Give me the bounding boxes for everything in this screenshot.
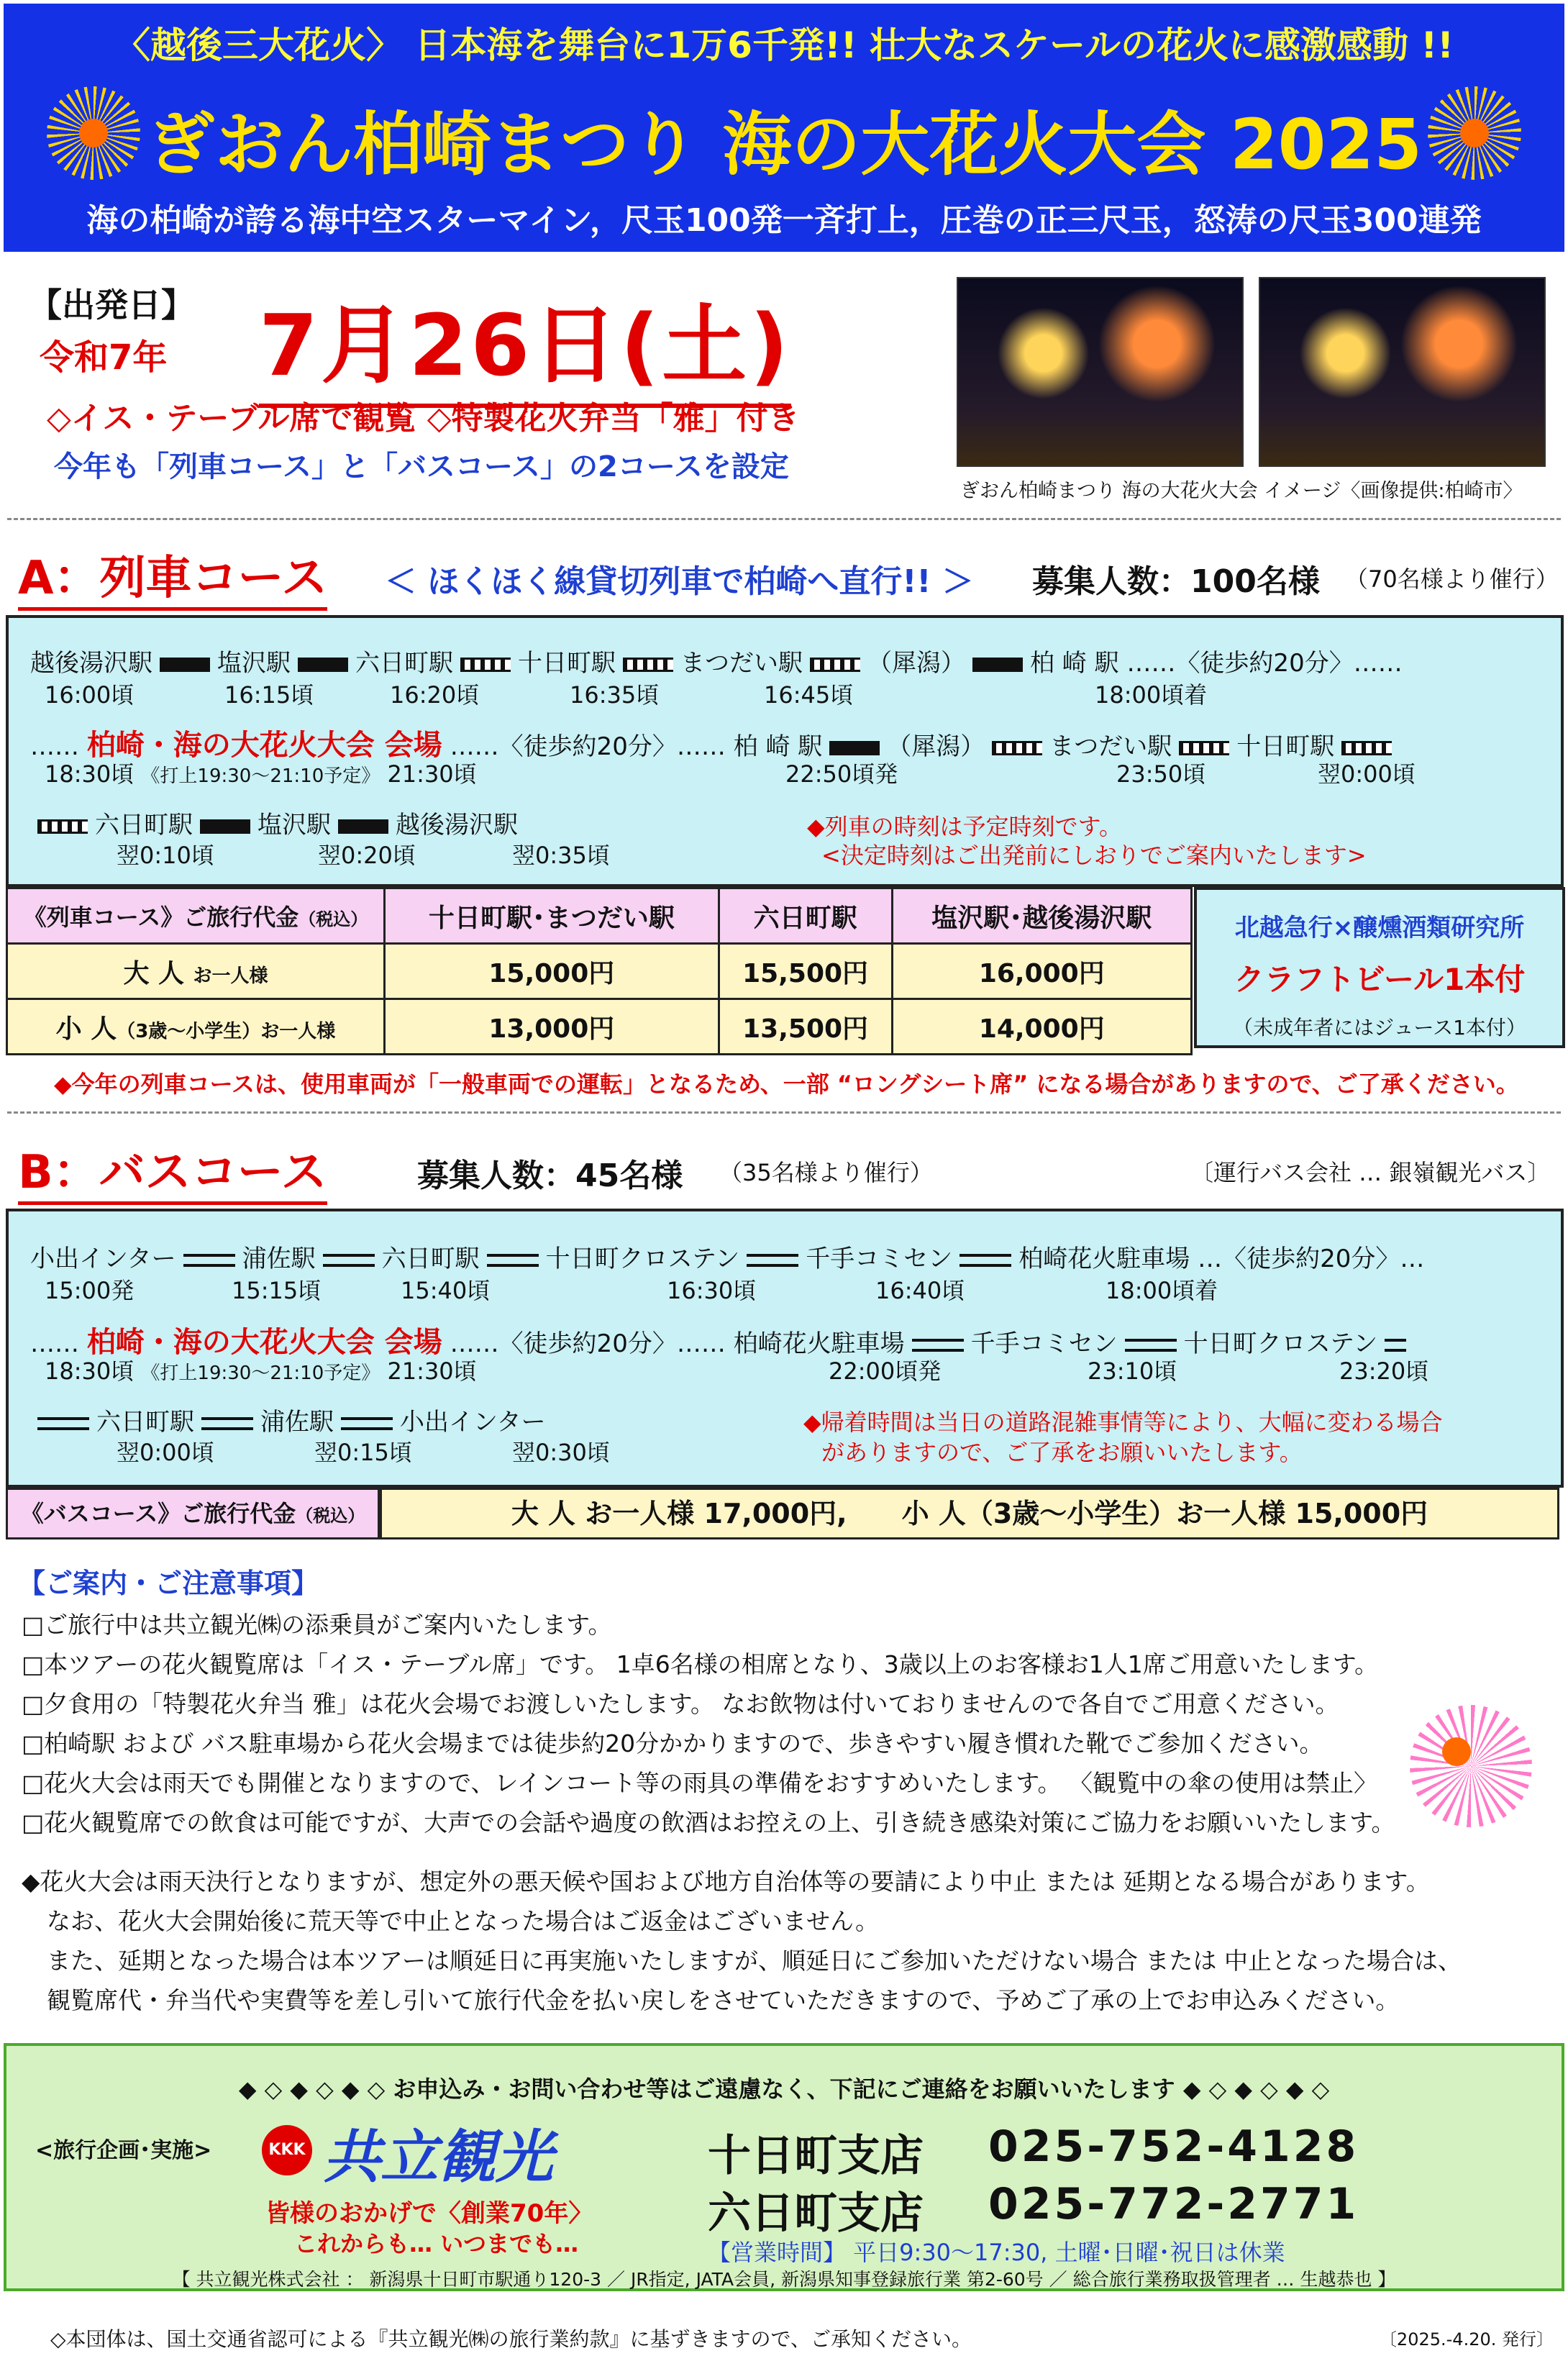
bus-route-icon bbox=[183, 1254, 235, 1267]
launch-time: 《打上19:30～21:10予定》 bbox=[141, 765, 380, 787]
price-cell: 15,500円 bbox=[719, 944, 892, 999]
course-b-capacity: 募集人数：45名様 bbox=[417, 1157, 683, 1194]
era-year: 令和7年 bbox=[40, 337, 168, 378]
rail-icon bbox=[1341, 741, 1392, 755]
company-name: 共立観光 bbox=[323, 2124, 553, 2191]
adult-price: 大 人 お一人様 17,000円, bbox=[511, 1498, 847, 1529]
departure-label: 【出発日】 bbox=[29, 286, 194, 324]
stop: 小出インター bbox=[400, 1408, 546, 1437]
time: 18:00頃着 bbox=[1095, 681, 1208, 709]
rail-icon bbox=[298, 658, 348, 672]
note-item: □柏崎駅 および バス駐車場から花火会場までは徒歩約20分かかりますので、歩きやすい履き慣れた靴でご参加ください。 bbox=[22, 1729, 1323, 1757]
contact-footer bbox=[4, 2043, 1564, 2291]
courses-note: 今年も「列車コース」と「バスコース」の2コースを設定 bbox=[54, 450, 789, 483]
rail-icon bbox=[200, 819, 250, 834]
schedule-row bbox=[30, 1402, 546, 1437]
walk-note: ……〈徒歩約20分〉…… bbox=[450, 732, 726, 761]
firework-icon bbox=[1428, 86, 1521, 180]
tax-note: （税込） bbox=[298, 909, 368, 929]
notes-title: 【ご案内・ご注意事項】 bbox=[18, 1568, 319, 1599]
header-tagline: 〈越後三大花火〉 日本海を舞台に1万6千発!! 壮大なスケールの花火に感激感動 !! bbox=[114, 24, 1454, 66]
station: 越後湯沢駅 bbox=[396, 811, 518, 840]
company-logo-icon: KKK bbox=[262, 2125, 312, 2175]
per-person: （3歳～小学生）お一人様 bbox=[117, 1020, 336, 1042]
stop: 十日町クロステン bbox=[1183, 1329, 1378, 1358]
note-item: □本ツアーの花火観覧席は「イス・テーブル席」です。 1卓6名様の相席となり、3歳以上のお客様お1人1席ご用意いたします。 bbox=[22, 1650, 1379, 1678]
child-label: 小 人 bbox=[55, 1014, 117, 1044]
station: 十日町駅 bbox=[1236, 732, 1335, 761]
course-b-price-label bbox=[6, 1488, 380, 1539]
rail-icon bbox=[37, 819, 88, 834]
time: 16:20頃 bbox=[390, 681, 480, 709]
course-a-title: A：列車コース bbox=[18, 541, 327, 611]
fireworks-photo bbox=[1259, 277, 1546, 467]
station: 塩沢駅 bbox=[217, 649, 291, 678]
rail-icon bbox=[992, 741, 1042, 755]
fireworks-photo bbox=[957, 277, 1244, 467]
time: 18:30頃 bbox=[45, 760, 135, 788]
adult-label: 大 人 bbox=[123, 958, 184, 988]
station: まつだい駅 bbox=[1049, 732, 1172, 761]
time: 15:00発 bbox=[45, 1277, 135, 1304]
event-title: ぎおん柏崎まつり 海の大花火大会 2025 bbox=[145, 104, 1423, 185]
course-a-schedule bbox=[6, 615, 1564, 887]
slogan: これからも… いつまでも… bbox=[294, 2230, 579, 2257]
price-cell: 13,000円 bbox=[385, 999, 719, 1055]
schedule-warning: ◆帰着時間は当日の道路混雑事情等により、大幅に変わる場合 bbox=[803, 1409, 1443, 1436]
time: 18:00頃着 bbox=[1106, 1277, 1218, 1304]
branch-name: 十日町支店 bbox=[708, 2131, 924, 2181]
time: 21:30頃 bbox=[387, 760, 477, 788]
station: まつだい駅 bbox=[680, 649, 803, 678]
time: 翌0:10頃 bbox=[117, 842, 214, 869]
price-column-head: 六日町駅 bbox=[719, 888, 892, 944]
course-a-capacity-note: （70名様より催行） bbox=[1345, 565, 1559, 593]
bus-route-icon bbox=[201, 1417, 253, 1430]
firework-icon bbox=[1410, 1705, 1532, 1827]
time: 18:30頃 bbox=[45, 1357, 135, 1385]
time: 16:30頃 bbox=[667, 1277, 757, 1304]
planner-label: <旅行企画･実施> bbox=[35, 2138, 212, 2163]
price-cell: 14,000円 bbox=[892, 999, 1191, 1055]
time: 16:00頃 bbox=[45, 681, 135, 709]
note-item: □夕食用の「特製花火弁当 雅」は花火会場でお渡しいたします。 なお飲物は付いておりませんので各自でご用意ください。 bbox=[22, 1690, 1339, 1718]
dots: …… bbox=[30, 732, 79, 761]
branch-name: 六日町支店 bbox=[708, 2188, 924, 2239]
divider bbox=[7, 1111, 1561, 1114]
tax-note: （税込） bbox=[296, 1506, 365, 1526]
header-highlights: 海の柏崎が誇る海中空スターマイン，尺玉100発一斉打上，圧巻の正三尺玉，怒涛の尺玉300連発 bbox=[86, 202, 1482, 239]
per-person: お一人様 bbox=[193, 965, 268, 987]
station: 六日町駅 bbox=[95, 811, 193, 840]
course-b-capacity-note: （35名様より催行） bbox=[719, 1159, 933, 1186]
child-price: 小 人（3歳～小学生）お一人様 15,000円 bbox=[901, 1498, 1428, 1529]
price-cell: 13,500円 bbox=[719, 999, 892, 1055]
stop: 浦佐駅 bbox=[242, 1245, 316, 1273]
price-cell: 16,000円 bbox=[892, 944, 1191, 999]
walk-note: ……〈徒歩約20分〉…… bbox=[1126, 649, 1403, 678]
feature-line: ◇イス・テーブル席で観覧 ◇特製花火弁当「雅」付き bbox=[47, 400, 800, 437]
schedule-row bbox=[30, 1239, 1424, 1274]
bus-route-icon bbox=[487, 1254, 539, 1267]
stop: 千手コミセン bbox=[970, 1329, 1118, 1358]
station: （犀潟） bbox=[887, 732, 985, 761]
bus-company: 〔運行バス会社 … 銀嶺観光バス〕 bbox=[1190, 1159, 1551, 1186]
note-paragraph: 観覧席代・弁当代や実費等を差し引いて旅行代金を払い戻しをさせていただきますので、予めご了承の上でお申込みください。 bbox=[47, 1986, 1400, 2014]
station: 柏 崎 駅 bbox=[1030, 649, 1119, 678]
schedule-warning: ◆列車の時刻は予定時刻です。 bbox=[807, 813, 1123, 840]
course-a-price-table bbox=[6, 887, 1193, 1055]
stop: 千手コミセン bbox=[806, 1245, 953, 1273]
station: 塩沢駅 bbox=[257, 811, 331, 840]
course-b-schedule bbox=[6, 1209, 1564, 1488]
note-item: □花火観覧席での飲食は可能ですが、大声での会話や過度の飲酒はお控えの上、引き続き感染対策にご協力をお願いいたします。 bbox=[22, 1809, 1395, 1837]
schedule-row bbox=[30, 643, 1403, 678]
schedule-row bbox=[30, 805, 518, 840]
rail-icon bbox=[623, 658, 673, 672]
walk-note: …〈徒歩約20分〉… bbox=[1198, 1245, 1425, 1273]
rail-icon bbox=[810, 658, 860, 672]
bus-route-icon bbox=[341, 1417, 393, 1430]
time: 22:00頃発 bbox=[829, 1357, 942, 1385]
beer-offer: クラフトビール1本付 bbox=[1234, 962, 1526, 997]
price-label: 《バスコース》ご旅行代金 bbox=[20, 1500, 296, 1527]
note-paragraph: なお、花火大会開始後に荒天等で中止となった場合はご返金はございません。 bbox=[47, 1907, 879, 1935]
note-item: □ご旅行中は共立観光㈱の添乗員がご案内いたします。 bbox=[22, 1611, 612, 1639]
station: （犀潟） bbox=[867, 649, 965, 678]
beer-brand: 北越急行×醸燻酒類研究所 bbox=[1234, 914, 1525, 942]
time: 翌0:00頃 bbox=[117, 1439, 214, 1466]
stop: 柏崎花火駐車場 bbox=[1018, 1245, 1190, 1273]
time: 15:40頃 bbox=[401, 1277, 491, 1304]
time: 23:50頃 bbox=[1116, 760, 1206, 788]
course-a-subtitle: ＜ ほくほく線貸切列車で柏崎へ直行!! ＞ bbox=[385, 563, 974, 600]
price-cell: 15,000円 bbox=[385, 944, 719, 999]
course-a-notice: ◆今年の列車コースは、使用車両が「一般車両での運転」となるため、一部 “ロングシート席” になる場合がありますので、ご了承ください。 bbox=[54, 1070, 1519, 1098]
divider bbox=[7, 518, 1561, 520]
price-label: 《列車コース》ご旅行代金 bbox=[23, 904, 299, 931]
time: 21:30頃 bbox=[387, 1357, 477, 1385]
bus-route-icon bbox=[1125, 1339, 1177, 1352]
rail-icon bbox=[829, 741, 880, 755]
time: 翌0:00頃 bbox=[1318, 760, 1416, 788]
time: 翌0:20頃 bbox=[318, 842, 416, 869]
station: 越後湯沢駅 bbox=[30, 649, 152, 678]
price-column-head: 塩沢駅･越後湯沢駅 bbox=[892, 888, 1191, 944]
bus-route-icon bbox=[912, 1339, 964, 1352]
photo-caption: ぎおん柏崎まつり 海の大花火大会 イメージ〈画像提供:柏崎市〉 bbox=[960, 480, 1523, 502]
rail-icon bbox=[338, 819, 388, 834]
bus-route-icon bbox=[1385, 1339, 1406, 1352]
fireworks-photos bbox=[957, 277, 1546, 464]
course-b-price bbox=[380, 1488, 1559, 1539]
venue-label: 柏崎・海の大花火大会 会場 bbox=[86, 729, 442, 762]
slogan: 皆様のおかげで〈創業70年〉 bbox=[265, 2199, 593, 2228]
departure-date: 7月26日(土) bbox=[259, 277, 791, 408]
time: 23:10頃 bbox=[1088, 1357, 1177, 1385]
walk-note: ……〈徒歩約20分〉…… bbox=[450, 1329, 726, 1358]
company-address: 【 共立観光株式会社 ： 新潟県十日町市駅通り120-3 ／ JR指定, JATA会員, 新潟県知事登録旅行業 第2-60号 ／ 総合旅行業務取扱管理者 … 生越恭也 】 bbox=[172, 2269, 1396, 2290]
time: 16:35頃 bbox=[570, 681, 660, 709]
phone-number[interactable]: 025-752-4128 bbox=[988, 2121, 1359, 2172]
stop: 小出インター bbox=[30, 1245, 176, 1273]
time: 16:15頃 bbox=[224, 681, 314, 709]
business-hours: 【営業時間】 平日9:30～17:30, 土曜･日曜･祝日は休業 bbox=[708, 2239, 1285, 2266]
beer-note: （未成年者にはジュース1本付） bbox=[1233, 1016, 1526, 1040]
stop: 六日町駅 bbox=[96, 1408, 194, 1437]
time: 22:50頃発 bbox=[785, 760, 898, 788]
phone-number[interactable]: 025-772-2771 bbox=[988, 2179, 1359, 2229]
time: 翌0:30頃 bbox=[512, 1439, 610, 1466]
time: 15:15頃 bbox=[232, 1277, 322, 1304]
dots: …… bbox=[30, 1329, 79, 1358]
time: 翌0:35頃 bbox=[512, 842, 610, 869]
bus-route-icon bbox=[960, 1254, 1011, 1267]
stop: 浦佐駅 bbox=[260, 1408, 334, 1437]
contact-lead: ◆ ◇ ◆ ◇ ◆ ◇ お申込み・お問い合わせ等はご遠慮なく、下記にご連絡をお願いいたします ◆ ◇ ◆ ◇ ◆ ◇ bbox=[238, 2075, 1330, 2103]
course-a-capacity: 募集人数：100名様 bbox=[1032, 563, 1320, 600]
note-paragraph: ◆花火大会は雨天決行となりますが、想定外の悪天候や国および地方自治体等の要請により中止 または 延期となる場合があります。 bbox=[22, 1868, 1430, 1896]
bus-route-icon bbox=[37, 1417, 89, 1430]
stop: 六日町駅 bbox=[381, 1245, 480, 1273]
rail-icon bbox=[1179, 741, 1229, 755]
terms-note: ◇本団体は、国土交通省認可による『共立観光㈱の旅行業約款』に基ずきますので、ご承知ください。 bbox=[50, 2327, 972, 2351]
stop: 十日町クロステン bbox=[545, 1245, 740, 1273]
rail-icon bbox=[460, 658, 511, 672]
course-b-title: B：バスコース bbox=[18, 1135, 327, 1205]
schedule-warning: <決定時刻はご出発前にしおりでご案内いたします> bbox=[821, 842, 1367, 869]
time: 16:40頃 bbox=[875, 1277, 965, 1304]
issue-date: 〔2025.-4.20. 発行〕 bbox=[1379, 2329, 1554, 2350]
station: 六日町駅 bbox=[355, 649, 453, 678]
schedule-warning: がありますので、ご了承をお願いいたします。 bbox=[821, 1439, 1303, 1466]
craft-beer-box bbox=[1194, 887, 1565, 1048]
time: 16:45頃 bbox=[764, 681, 854, 709]
rail-icon bbox=[972, 658, 1023, 672]
station: 柏 崎 駅 bbox=[733, 732, 823, 761]
time: 翌0:15頃 bbox=[314, 1439, 412, 1466]
venue-label: 柏崎・海の大花火大会 会場 bbox=[86, 1326, 442, 1359]
station: 十日町駅 bbox=[518, 649, 616, 678]
rail-icon bbox=[160, 658, 210, 672]
bus-route-icon bbox=[323, 1254, 375, 1267]
time: 23:20頃 bbox=[1339, 1357, 1429, 1385]
header-banner bbox=[4, 4, 1564, 252]
bus-route-icon bbox=[747, 1254, 798, 1267]
launch-time: 《打上19:30～21:10予定》 bbox=[141, 1363, 380, 1384]
price-column-head: 十日町駅･まつだい駅 bbox=[385, 888, 719, 944]
note-paragraph: また、延期となった場合は本ツアーは順延日に再実施いたしますが、順延日にご参加いただけない場合 または 中止となった場合は、 bbox=[47, 1947, 1462, 1975]
stop: 柏崎花火駐車場 bbox=[733, 1329, 905, 1358]
note-item: □花火大会は雨天でも開催となりますので、レインコート等の雨具の準備をおすすめいたします。 〈観覧中の傘の使用は禁止〉 bbox=[22, 1769, 1378, 1797]
